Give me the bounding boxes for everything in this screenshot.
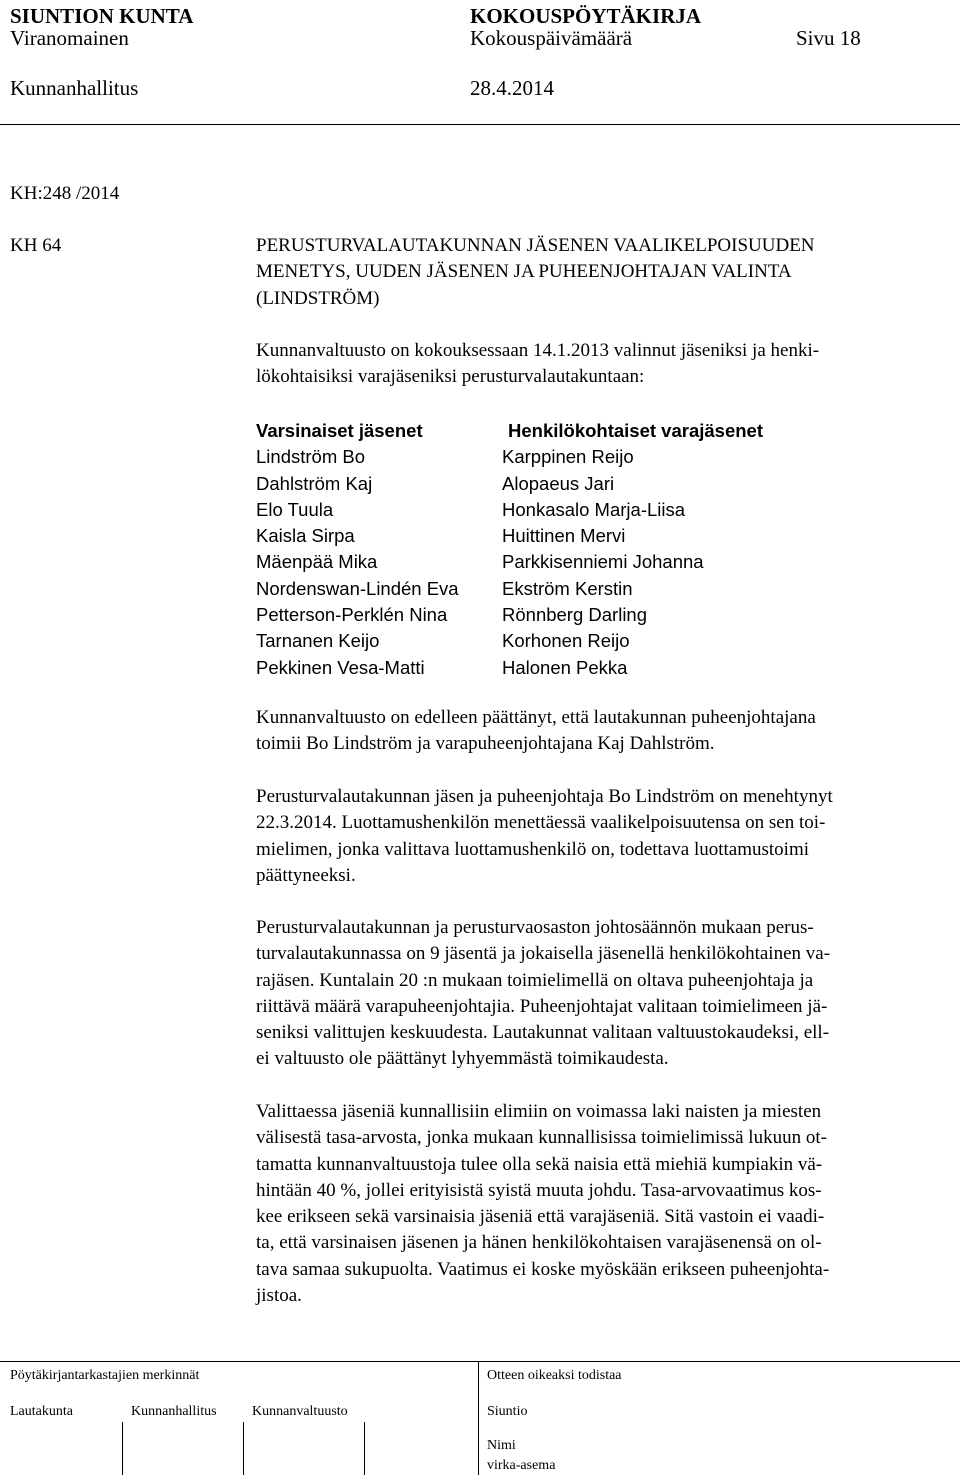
paragraph-line: toimii Bo Lindström ja varapuheenjohtajana Kaj Dahlström. [256,733,715,755]
footer-signer: Kunnanhallitus [131,1404,217,1419]
deputy-name: Karppinen Reijo [502,446,634,468]
footer-center-divider [478,1361,479,1475]
paragraph-line: Perusturvalautakunnan ja perusturvaosaston johtosäännön mukaan perus- [256,917,814,938]
paragraph-line: seniksi valittujen keskuudesta. Lautakunnat valitaan valtuustokaudeksi, ell- [256,1022,830,1044]
case-title-line: (LINDSTRÖM) [256,287,380,309]
case-section: KH 64 [10,235,62,256]
paragraph-equality [256,1099,946,1309]
deputy-name: Ekström Kerstin [502,577,633,599]
deputy-name: Korhonen Reijo [502,630,630,652]
deputy-name: Parkkisenniemi Johanna [502,551,704,573]
deputy-name: Alopaeus Jari [502,472,615,494]
member-name: Mäenpää Mika [256,551,378,573]
deputy-name: Huittinen Mervi [502,525,626,547]
deputies-header: Henkilökohtaiset varajäsenet [508,420,763,441]
case-title [256,233,946,312]
member-name: Elo Tuula [256,498,334,520]
footer-signer: Kunnanvaltuusto [252,1404,348,1419]
member-name: Dahlström Kaj [256,472,373,494]
case-reference: KH:248 /2014 [10,183,120,204]
authority-label: Viranomainen [10,26,129,50]
footer-cell-divider [364,1422,365,1475]
paragraph-line: välisestä tasa-arvosta, jonka mukaan kunnallisissa toimielimissä lukuun ot- [256,1127,827,1149]
paragraph-line: kee erikseen sekä varsinaisia jäseniä että varajäseniä. Sitä vastoin ei vaadi- [256,1206,825,1228]
case-title-line: PERUSTURVALAUTAKUNNAN JÄSENEN VAALIKELPOISUUDEN [256,235,815,256]
document-type: KOKOUSPÖYTÄKIRJA [470,4,702,28]
members-header: Varsinaiset jäsenet [256,420,423,441]
page-number: Sivu 18 [796,26,861,50]
footer-left-title: Pöytäkirjantarkastajien merkinnät [10,1368,200,1383]
paragraph-line: jistoa. [256,1285,302,1307]
authority-name: Kunnanhallitus [10,76,139,100]
members-column [256,418,459,681]
footer-name-label: Nimi [487,1438,516,1453]
meeting-date: 28.4.2014 [470,76,554,100]
header-divider [0,124,960,125]
paragraph-line: Kunnanvaltuusto on edelleen päättänyt, että lautakunnan puheenjohtajana [256,707,816,728]
member-name: Tarnanen Keijo [256,630,380,652]
member-name: Kaisla Sirpa [256,525,355,547]
deputy-name: Honkasalo Marja-Liisa [502,498,686,520]
deputy-name: Halonen Pekka [502,656,628,678]
paragraph-line: riittävä määrä varapuheenjohtajia. Puheenjohtajat valitaan toimielimeen jä- [256,995,828,1017]
deputy-name: Rönnberg Darling [502,604,648,626]
paragraph-line: mielimen, jonka valittava luottamushenkilö on, todettava luottamustoimi [256,838,810,860]
member-name: Petterson-Perklén Nina [256,604,448,626]
paragraph-chair-decision [256,705,946,758]
paragraph-line: 22.3.2014. Luottamushenkilön menettäessä vaalikelpoisuutensa on sen toi- [256,812,826,834]
paragraph-line: rajäsen. Kuntalain 20 :n mukaan toimielimellä on oltava puheenjohtaja ja [256,969,814,991]
paragraph-line: Perusturvalautakunnan jäsen ja puheenjohtaja Bo Lindström on menehtynyt [256,786,833,807]
footer-place: Siuntio [487,1404,528,1419]
intro-line: lökohtaisiksi varajäseniksi perusturvalautakuntaan: [256,366,645,388]
footer-cell-divider [243,1422,244,1475]
paragraph-line: ta, että varsinaisen jäsenen ja hänen henkilökohtaisen varajäsenensä on ol- [256,1232,822,1254]
paragraph-line: tava samaa sukupuolta. Vaatimus ei koske myöskään erikseen puheenjohta- [256,1258,830,1280]
intro-line: Kunnanvaltuusto on kokouksessaan 14.1.2013 valinnut jäseniksi ja henki- [256,340,820,361]
paragraph-rules [256,915,946,1073]
paragraph-chair-deceased [256,784,946,889]
member-name: Lindström Bo [256,446,365,468]
member-name: Nordenswan-Lindén Eva [256,577,459,599]
case-title-line: MENETYS, UUDEN JÄSENEN JA PUHEENJOHTAJAN VALINTA [256,261,792,283]
paragraph-line: ei valtuusto ole päättänyt lyhyemmästä toimikaudesta. [256,1048,669,1070]
paragraph-line: tamatta kunnanvaltuustoja tulee olla sekä naisia että miehiä kumpiakin vä- [256,1153,823,1175]
footer-signer: Lautakunta [10,1404,73,1419]
paragraph-line: turvalautakunnassa on 9 jäsentä ja jokaisella jäsenellä henkilökohtainen va- [256,943,831,965]
footer-right-title: Otteen oikeaksi todistaa [487,1368,622,1383]
paragraph-line: päättyneeksi. [256,864,356,886]
member-name: Pekkinen Vesa-Matti [256,656,425,678]
deputies-column [502,418,763,681]
footer-cell-divider [122,1422,123,1475]
date-label: Kokouspäivämäärä [470,26,633,50]
paragraph-line: Valittaessa jäseniä kunnallisiin elimiin on voimassa laki naisten ja miesten [256,1101,822,1122]
footer-position-label: virka-asema [487,1458,556,1473]
intro-paragraph [256,338,946,391]
organization-name: SIUNTION KUNTA [10,4,194,28]
paragraph-line: hintään 40 %, jollei erityisistä syistä muuta johdu. Tasa-arvovaatimus kos- [256,1179,822,1201]
footer-top-rule [0,1361,960,1362]
